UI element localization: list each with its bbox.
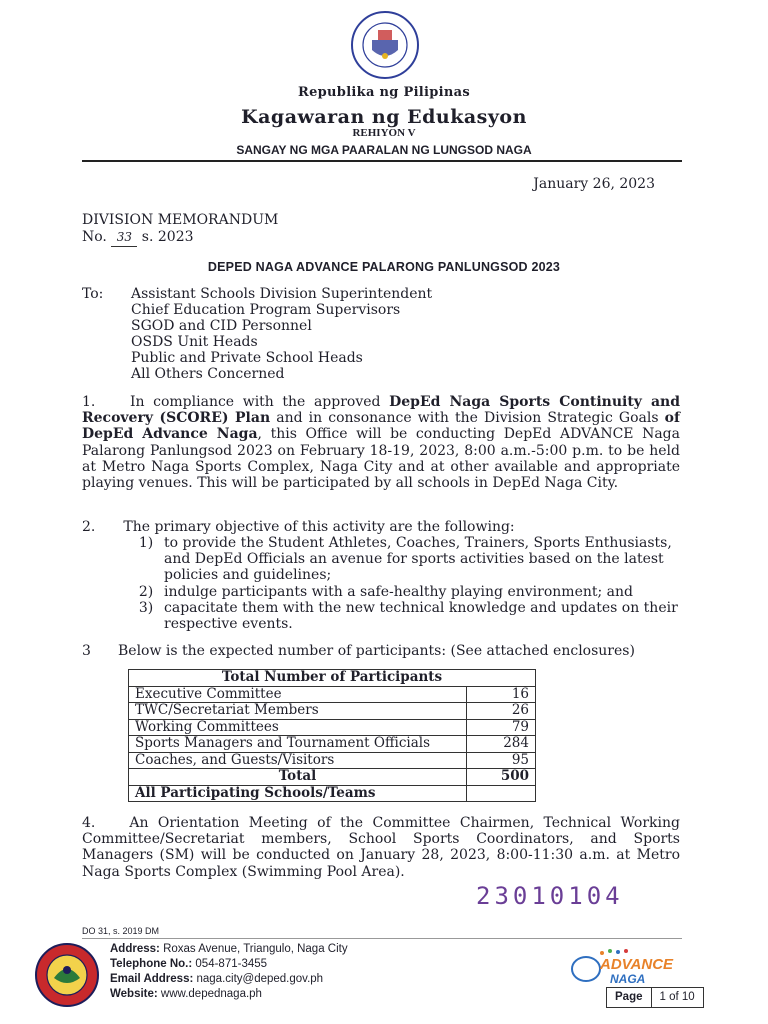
recipient: Assistant Schools Division Superintendent bbox=[131, 286, 433, 302]
memo-no-prefix: No. bbox=[82, 229, 107, 245]
memo-heading bbox=[82, 212, 278, 247]
table-row: TWC/Secretariat Members 26 bbox=[129, 703, 536, 720]
paragraph-2-intro: 2. The primary objective of this activity are the following: bbox=[82, 519, 515, 535]
table-row: All Participating Schools/Teams bbox=[129, 785, 536, 802]
recipient: All Others Concerned bbox=[131, 366, 285, 382]
page-number: 1 of 10 bbox=[659, 991, 695, 1003]
recipient: Public and Private School Heads bbox=[131, 350, 363, 366]
to-label: To: bbox=[82, 286, 104, 302]
para-number: 2. bbox=[82, 519, 96, 535]
recipient: SGOD and CID Personnel bbox=[131, 318, 312, 334]
list-item: 2) indulge participants with a safe-healthy playing environment; and bbox=[138, 583, 633, 600]
table-row: Coaches, and Guests/Visitors 95 bbox=[129, 752, 536, 769]
table-row: Executive Committee 16 bbox=[129, 686, 536, 703]
header-republic: Republika ng Pilipinas bbox=[297, 85, 471, 100]
memo-date: January 26, 2023 bbox=[533, 176, 655, 192]
objective-list bbox=[128, 535, 680, 632]
footer-divider bbox=[82, 938, 682, 939]
deped-seal-icon bbox=[350, 10, 420, 80]
paragraph-4: 4. An Orientation Meeting of the Committee Chairmen, Technical Working Committee/Secretariat members, School Sports Coordinators, and Sports Managers (SM) will be conducted on January 28, 2023, 8:00-11:30 a.m. at Metro Naga Sports Complex (Swimming Pool Area). bbox=[82, 815, 680, 880]
header-region: REHIYON V bbox=[352, 127, 416, 139]
recipient-list bbox=[131, 286, 432, 382]
page-indicator bbox=[606, 987, 704, 1008]
header-department: Kagawaran ng Edukasyon bbox=[241, 106, 527, 128]
recipient: Chief Education Program Supervisors bbox=[131, 302, 401, 318]
para-number: 3 bbox=[82, 643, 91, 659]
telephone: 054-871-3455 bbox=[195, 958, 268, 970]
memo-series: s. 2023 bbox=[141, 229, 194, 245]
memo-type: DIVISION MEMORANDUM bbox=[82, 212, 279, 228]
list-item: 3) capacitate them with the new technical knowledge and updates on their respective events. bbox=[138, 599, 678, 633]
memo-number-line bbox=[82, 229, 278, 247]
para-number: 1. bbox=[82, 394, 96, 410]
received-stamp: 23010104 bbox=[476, 882, 624, 910]
table-row: Working Committees 79 bbox=[129, 719, 536, 736]
header-division: SANGAY NG MGA PAARALAN NG LUNGSOD NAGA bbox=[236, 143, 532, 157]
advance-naga-logo-icon bbox=[566, 945, 686, 989]
paragraph-1: 1. In compliance with the approved DepEd Naga Sports Continuity and Recovery (SCORE) Plan and in consonance with the Division Strategic Goals of DepEd Advance Naga, this Office will be conducting DepEd ADVANCE Naga Palarong Panlungsod 2023 on February 18-19, 2023, 8:00 a.m.-5:00 p.m. to be held at Metro Naga Sports Complex, Naga City and at other available and appropriate playing venues. This will be participated by all schools in DepEd Naga City. bbox=[82, 394, 681, 492]
para-number: 4. bbox=[82, 815, 96, 831]
memo-number: 33 bbox=[111, 229, 137, 247]
memo-subject: DEPED NAGA ADVANCE PALARONG PANLUNGSOD 2023 bbox=[207, 260, 561, 274]
logo-text: ADVANCE bbox=[600, 956, 674, 973]
paragraph-3: 3 Below is the expected number of participants: (See attached enclosures) bbox=[82, 643, 635, 659]
website-link[interactable]: www.depednaga.ph bbox=[160, 988, 262, 1000]
do-reference: DO 31, s. 2019 DM bbox=[82, 926, 160, 936]
table-title: Total Number of Participants bbox=[129, 670, 536, 687]
logo-subtext: NAGA bbox=[610, 972, 646, 986]
list-item: 1) to provide the Student Athletes, Coaches, Trainers, Sports Enthusiasts, and DepEd Officials an avenue for sports activities based on the latest policies and guidelines; bbox=[138, 535, 672, 584]
recipient: OSDS Unit Heads bbox=[131, 334, 258, 350]
footer-contact: Address: Roxas Avenue, Triangulo, Naga City Telephone No.: 054-871-3455 Email Address: naga.city@deped.gov.ph Website: www.depednaga.ph bbox=[110, 943, 348, 1000]
address: Roxas Avenue, Triangulo, Naga City bbox=[163, 943, 348, 955]
division-seal-icon bbox=[34, 942, 100, 1008]
email[interactable]: naga.city@deped.gov.ph bbox=[196, 973, 324, 985]
table-total-row: Total 500 bbox=[129, 769, 536, 786]
header-divider bbox=[82, 160, 682, 162]
participants-table bbox=[128, 669, 536, 802]
page-label: Page bbox=[607, 988, 652, 1007]
table-row: Sports Managers and Tournament Officials 284 bbox=[129, 736, 536, 753]
